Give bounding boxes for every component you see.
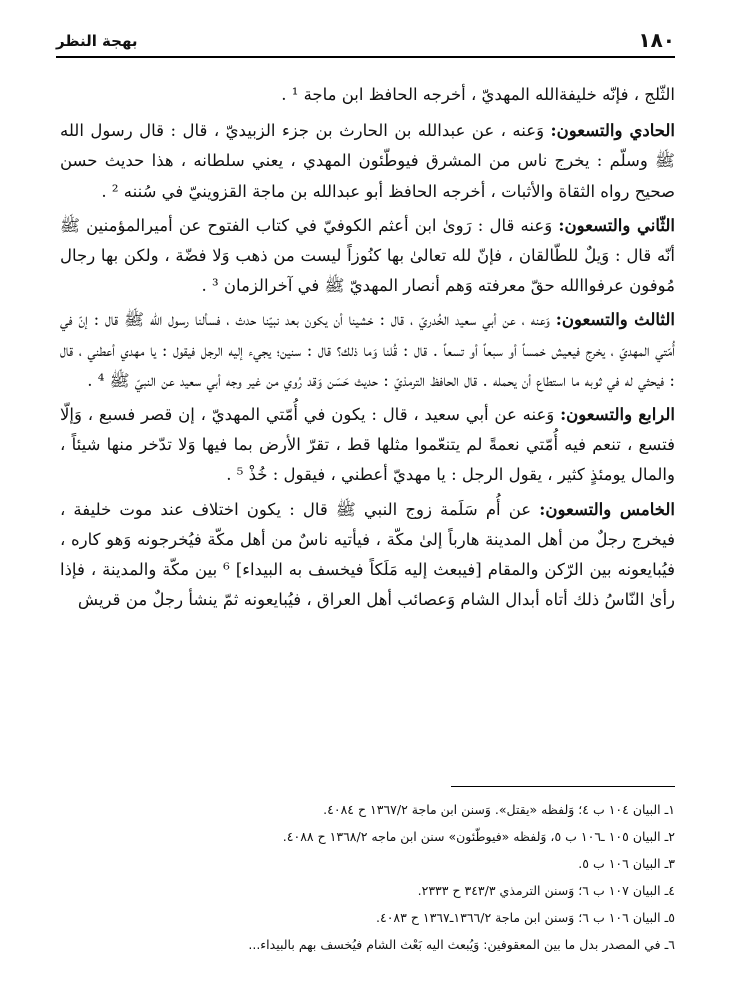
hadith-heading: الثّاني والتسعون: [558, 215, 675, 235]
hadith-heading: الحادي والتسعون: [550, 121, 675, 141]
hadith-heading: الثالث والتسعون: [555, 310, 676, 330]
page-number: ١٨٠ [638, 28, 675, 52]
hadith-text: وَعنه ، عن عبدالله بن الحارث بن جزء الزبيديّ ، قال : قال رسول الله ﷺ وسلّم : يخرج ناس من المشرق فيوطّئون المهدي ، يعني سلطانه ، هذا حديث حسن صحيح رواه الثقاة والأثبات ، أخرجه الحافظ أبو عبدالله بن ماجة القزوينيّ في سُننه ² . [60, 121, 675, 201]
hadith-text: وَعنه قال : رَوىٰ ابن أعثم الكوفيّ في كتاب الفتوح عن أميرالمؤمنين ﷺ أنّه قال : وَيلٌ للطّالقان ، فإنّ لله تعالىٰ بها كنُوزاً ليست من ذهب وَلا فضّة ، ولكن بها رجال مُوفون عرفواالله حقّ معرفته وَهم أنصار المهديّ ﷺ في آخرالزمان ³ . [60, 215, 675, 296]
footnote-6: ٦ـ في المصدر بدل ما بين المعقوفين: وَيُبعث اليه بَعْث الشام فيُخسف بهم بالبيداء... [248, 937, 675, 952]
hadith-91 [60, 116, 675, 207]
hadith-text: عن أُم سَلَمة زوج النبي ﷺ قال : يكون اختلاف عند موت خليفة ، فيخرج رجلٌ من أهل المدينة هارباً إلىٰ مكّة ، فيأتيه ناسٌ من أهل مكّة فيُخرجونه وَهو كاره ، فيُبايعونه بين الرّكن والمقام [فيبعث إليه مَلَكاً فيخسف به البيداء] ⁶ بين مكّة والمدينة ، فإذا رأىٰ النّاسُ ذلك أتاه أبدال الشام وَعصائب أهل العراق ، فيُبايعونه ثمّ ينشأ رجلٌ من قريش [60, 499, 675, 610]
running-title: بهجة النظر [56, 32, 138, 50]
hadith-95 [60, 495, 675, 616]
hadith-heading: الرابع والتسعون: [560, 405, 675, 425]
paragraph-continuation: الثّلج ، فإنّه خليفةالله المهديّ ، أخرجه الحافظ ابن ماجة ¹ . [281, 85, 675, 104]
footnote-1: ١ـ البيان ١٠٤ ب ٤؛ وَلفظه «يقتل». وَسنن ابن ماجة ١٣٦٧/٢ ح ٤٠٨٤. [323, 802, 675, 817]
main-text [60, 80, 675, 619]
hadith-93 [60, 305, 675, 396]
footnote-4: ٤ـ البيان ١٠٧ ب ٦؛ وَسنن الترمذي ٣٤٣/٣ ح ٢٣٣٣. [417, 883, 675, 898]
hadith-92 [60, 211, 675, 302]
footnote-3: ٣ـ البيان ١٠٦ ب ٥. [578, 856, 675, 871]
hadith-text: وَعنه ، عن أبي سعيد الخُدريّ ، قال : خشينا أن يكون بعد نبيّنا حدث ، فسألنا رسول الله ﷺ قال : إنّ في أُمّتي المهديّ ، يخرج فيعيش خمساً أو سبعاً أو تسعاً . قال : قُلنا وَما ذلك؟ قال : سنين؛ يجيء إليه الرجل فيقول : يا مهدي أعطني ، قال : فيحثي له في ثوبه ما استطاع أن يحمله . قال الحافظ الترمذيّ : حديث حَسَن وَقد رُوي من غير وجه أبي سعيد عن النبيّ ﷺ ⁴ . [60, 310, 675, 390]
hadith-94 [60, 400, 675, 491]
hadith-heading: الخامس والتسعون: [539, 499, 675, 519]
footnote-divider [451, 786, 675, 787]
hadith-text: وَعنه عن أبي سعيد ، قال : يكون في أُمّتي المهديّ ، إن قصر فسبع ، وَإلّا فتسع ، تنعم فيه أُمّتي نعمةً لم يتنعّموا مثلها قط ، تقرّ الأرض بما فيها وَلا تدّخر منها شيئاً ، والمال يومئذٍ كثير ، يقول الرجل : يا مهديّ أعطني ، فيقول : خُذْ ⁵ . [60, 405, 675, 485]
footnote-2: ٢ـ البيان ١٠٥ ـ١٠٦ ب ٥، وَلفظه «فيوطّئون» سنن ابن ماجه ١٣٦٨/٢ ح ٤٠٨٨. [282, 829, 675, 844]
page-header [56, 28, 675, 58]
footnote-5: ٥ـ البيان ١٠٦ ب ٦؛ وَسنن ابن ماجة ١٣٦٦/٢ـ١٣٦٧ ح ٤٠٨٣. [376, 910, 675, 925]
footnotes [60, 796, 675, 958]
